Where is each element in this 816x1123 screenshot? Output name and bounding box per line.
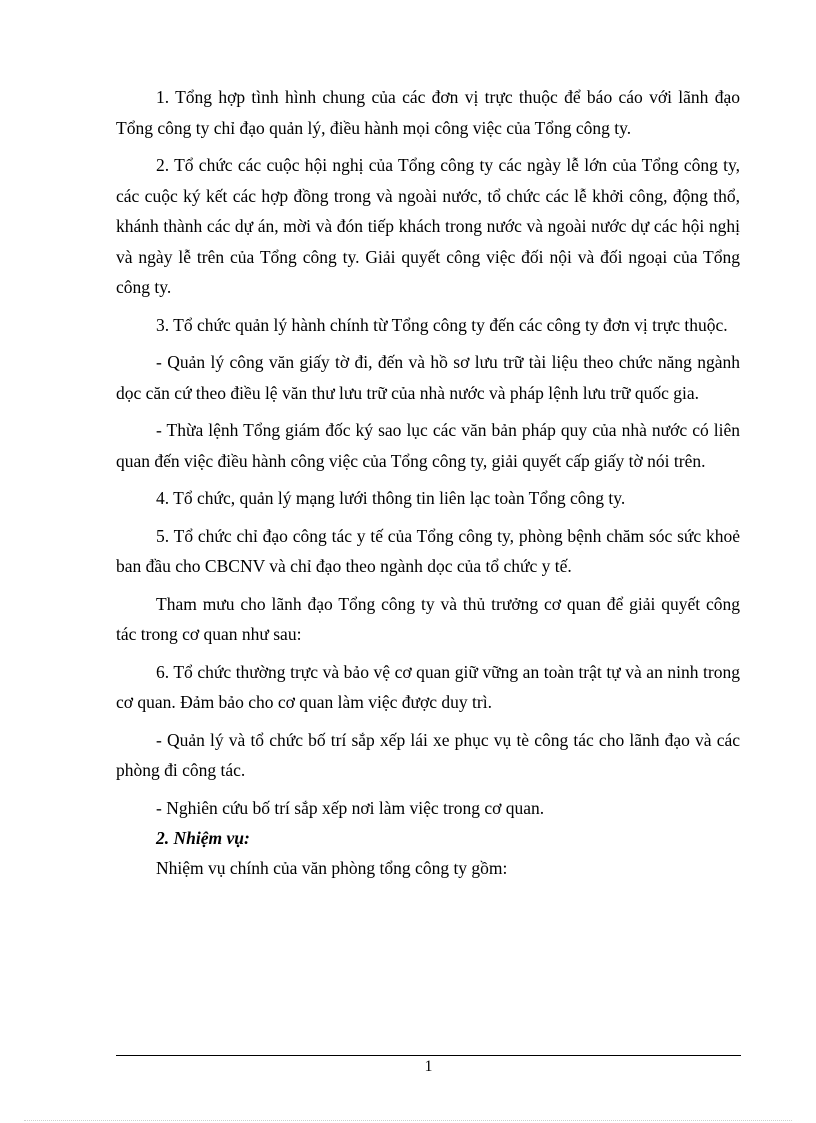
page-edge-divider (24, 1120, 792, 1121)
paragraph-5: - Thừa lệnh Tổng giám đốc ký sao lục các văn bản pháp quy của nhà nước có liên quan đến việc điều hành công việc của Tổng công ty, giải quyết cấp giấy tờ nói trên. (116, 420, 740, 471)
footer-divider (116, 1055, 741, 1056)
paragraph-1: 1. Tổng hợp tình hình chung của các đơn vị trực thuộc để báo cáo với lãnh đạo Tổng công ty chỉ đạo quản lý, điều hành mọi công việc của Tổng công ty. (116, 87, 740, 138)
paragraph-8: Tham mưu cho lãnh đạo Tổng công ty và thủ trưởng cơ quan để giải quyết công tác trong cơ quan như sau: (116, 593, 740, 644)
paragraph-9: 6. Tổ chức thường trực và bảo vệ cơ quan giữ vững an toàn trật tự và an ninh trong cơ quan. Đảm bảo cho cơ quan làm việc được duy trì. (116, 661, 740, 712)
paragraph-2: 2. Tổ chức các cuộc hội nghị của Tổng công ty các ngày lễ lớn của Tổng công ty, các cuộc ký kết các hợp đồng trong và ngoài nước, tổ chức các lễ khởi công, động thổ, khánh thành các dự án, mời và đón tiếp khách trong nước và ngoài nước dự các hội nghị và ngày lễ trên của Tổng công ty. Giải quyết công việc đối nội và đối ngoại của Tổng công ty. (116, 155, 740, 297)
page-number: 1 (424, 1058, 433, 1075)
paragraph-11: - Nghiên cứu bố trí sắp xếp nơi làm việc trong cơ quan. (156, 797, 545, 818)
document-body (116, 82, 740, 884)
paragraph-10: - Quản lý và tổ chức bố trí sắp xếp lái xe phục vụ tè công tác cho lãnh đạo và các phòng đi công tác. (116, 729, 740, 780)
paragraph-4: - Quản lý công văn giấy tờ đi, đến và hồ sơ lưu trữ tài liệu theo chức năng ngành dọc căn cứ theo điều lệ văn thư lưu trữ của nhà nước và pháp lệnh lưu trữ quốc gia. (116, 352, 740, 403)
paragraph-7: 5. Tổ chức chỉ đạo công tác y tế của Tổng công ty, phòng bệnh chăm sóc sức khoẻ ban đầu cho CBCNV và chỉ đạo theo ngành dọc của tổ chức y tế. (116, 525, 740, 576)
section-heading: 2. Nhiệm vụ: (156, 828, 250, 848)
paragraph-3: 3. Tổ chức quản lý hành chính từ Tổng công ty đến các công ty đơn vị trực thuộc. (156, 314, 728, 335)
paragraph-12: Nhiệm vụ chính của văn phòng tổng công ty gồm: (156, 858, 508, 878)
paragraph-6: 4. Tổ chức, quản lý mạng lưới thông tin liên lạc toàn Tổng công ty. (156, 488, 626, 508)
